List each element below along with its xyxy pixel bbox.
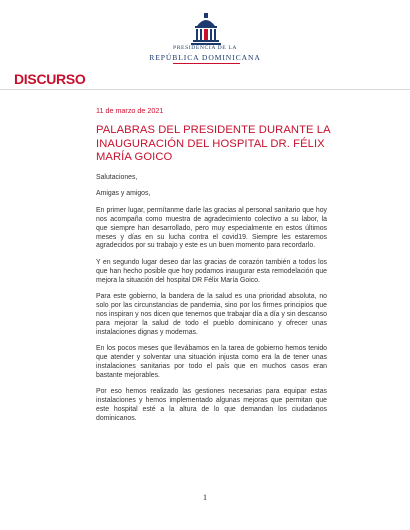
page-number: 1	[203, 493, 207, 502]
header-divider	[0, 89, 410, 90]
institution-line-2: REPÚBLICA DOMINICANA	[149, 53, 261, 62]
institution-divider	[173, 63, 240, 64]
paragraph: En los pocos meses que llevábamos en la tarea de gobierno hemos tenido que atender y solventar una situación injusta como era la de tener unas instalaciones sanitarias por todo el país que en muchos casos eran bastante mejorables.	[96, 345, 327, 379]
paragraph: Amigas y amigos,	[96, 190, 151, 198]
paragraph: Para este gobierno, la bandera de la salud es una prioridad absoluta, no solo por las circunstancias de pandemia, sino por los firmes principios que nos inspiran y nos dicen que tenemos que trabajar día a día y sin descanso para mejorar la salud de todo el pueblo dominicano y ofrecer unas instalaciones dignas y modernas.	[96, 293, 327, 336]
paragraph: En primer lugar, permítanme darle las gracias al personal sanitario que hoy nos acompaña como muestra de agradecimiento colectivo a su labor, la que siempre han desarrollado, pero muy especialmente en estos últimos meses y días en su lucha contra el covid19. Siempre les estaremos agradecidos por su trabajo y este es un buen momento para recordarlo.	[96, 206, 327, 250]
document-body	[96, 174, 327, 431]
paragraph: Salutaciones,	[96, 174, 138, 181]
paragraph: Y en segundo lugar deseo dar las gracias de corazón también a todos los que han hecho posible que hoy podamos inaugurar esta remodelación que mejora la situación del hospital DR Félix María Goico.	[96, 258, 327, 284]
institution-line-1: PRESIDENCIA DE LA	[173, 45, 237, 51]
document-title: PALABRAS DEL PRESIDENTE DURANTE LA INAUGURACIÓN DEL HOSPITAL DR. FÉLIX MARÍA GOICO	[96, 124, 331, 164]
paragraph: Por eso hemos realizado las gestiones necesarias para equipar estas instalaciones y hemos implementado algunas mejoras que permitan que este hospital esté a la altura de lo que demandan los ciudadanos dominicanos.	[96, 388, 327, 422]
document-date: 11 de marzo de 2021	[96, 106, 164, 115]
section-label: DISCURSO	[14, 71, 86, 87]
presidential-seal-icon	[191, 12, 221, 46]
